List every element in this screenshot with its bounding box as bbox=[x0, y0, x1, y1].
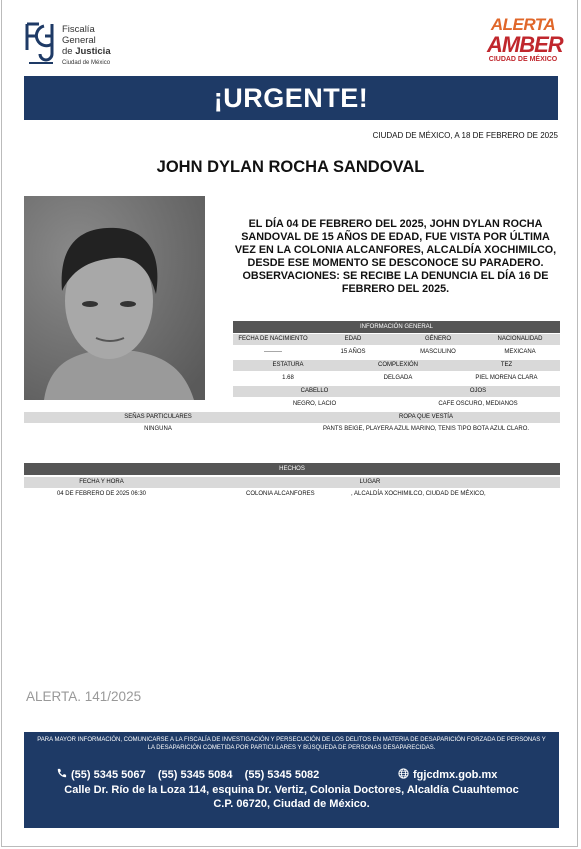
fgj-line-3-prefix: de bbox=[62, 46, 76, 57]
value-marks: NINGUNA bbox=[144, 426, 172, 432]
value-birth: --------- bbox=[264, 349, 282, 355]
amber-line-3: CIUDAD DE MÉXICO bbox=[488, 56, 558, 63]
fgj-line-3-bold: Justicia bbox=[75, 46, 111, 57]
value-gender: MASCULINO bbox=[420, 349, 456, 355]
label-clothes: ROPA QUE VESTÍA bbox=[399, 414, 453, 420]
description: EL DÍA 04 DE FEBRERO DEL 2025, JOHN DYLAN ROCHA SANDOVAL DE 15 AÑOS DE EDAD, FUE VISTA POR ÚLTIMA VEZ EN LA COLONIA ALCANFORES, ALCALDÍA XOCHIMILCO, DESDE ESE MOMENTO SE DESCONOCE SU PARADERO. OBSERVACIONES: SE RECIBE LA DENUNCIA EL DÍA 16 DE FEBRERO DEL 2025. bbox=[234, 218, 557, 295]
info-title-bar: INFORMACIÓN GENERAL bbox=[233, 321, 560, 333]
value-eyes: CAFE OSCURO, MEDIANOS bbox=[438, 401, 518, 407]
fgj-line-4: Ciudad de México bbox=[62, 60, 111, 66]
value-clothes: PANTS BEIGE, PLAYERA AZUL MARINO, TENIS TIPO BOTA AZUL CLARO. bbox=[322, 426, 530, 432]
footer-contact bbox=[24, 732, 559, 828]
address-line-2: C.P. 06720, Ciudad de México. bbox=[213, 798, 370, 810]
label-skin: TEZ bbox=[500, 362, 513, 368]
footer-address bbox=[24, 783, 559, 811]
label-gender: GÉNERO bbox=[424, 336, 451, 342]
urgent-banner: ¡URGENTE! bbox=[24, 76, 558, 120]
phone-icon bbox=[56, 768, 67, 779]
website-link[interactable]: fgjcdmx.gob.mx bbox=[413, 769, 498, 781]
label-place: LUGAR bbox=[359, 479, 381, 485]
value-place-rest: , ALCALDÍA XOCHIMILCO, CIUDAD DE MÉXICO, bbox=[351, 491, 486, 497]
label-height: ESTATURA bbox=[272, 362, 304, 368]
dateline: CIUDAD DE MÉXICO, A 18 DE FEBRERO DE 2025 bbox=[372, 131, 558, 140]
value-datetime: 04 DE FEBRERO DE 2025 06:30 bbox=[56, 491, 147, 497]
footer-website bbox=[398, 768, 497, 781]
value-hair: NEGRO, LACIO bbox=[292, 401, 337, 407]
person-name: JOHN DYLAN ROCHA SANDOVAL bbox=[156, 158, 425, 176]
amber-line-2: AMBER bbox=[487, 32, 563, 57]
footer-notice: PARA MAYOR INFORMACIÓN, COMUNICARSE A LA FISCALÍA DE INVESTIGACIÓN Y PERSECUCIÓN DE LOS DELITOS EN MATERIA DE DESAPARICIÓN FORZADA DE PERSONAS Y LA DESAPARICIÓN COMETIDA POR PARTICULARES Y BÚSQUEDA DE PERSONAS DESAPARECIDAS. bbox=[37, 737, 546, 751]
label-age: EDAD bbox=[344, 336, 362, 342]
label-eyes: OJOS bbox=[469, 388, 487, 394]
value-nationality: MEXICANA bbox=[504, 349, 536, 355]
address-line-1: Calle Dr. Río de la Loza 114, esquina Dr. Vertiz, Colonia Doctores, Alcaldía Cuauhtemoc bbox=[64, 784, 519, 796]
globe-icon bbox=[398, 768, 409, 779]
footer-phones bbox=[56, 768, 319, 781]
fgj-line-1: Fiscalía bbox=[62, 24, 95, 35]
value-age: 15 AÑOS bbox=[340, 349, 366, 355]
label-nationality: NACIONALIDAD bbox=[497, 336, 543, 342]
phone-numbers[interactable]: (55) 5345 5067 (55) 5345 5084 (55) 5345 5082 bbox=[71, 769, 320, 781]
label-build: COMPLEXIÓN bbox=[377, 362, 418, 368]
value-height: 1.68 bbox=[282, 375, 294, 381]
fgj-line-2: General bbox=[62, 35, 96, 46]
value-skin: PIEL MORENA CLARA bbox=[475, 375, 538, 381]
value-place-colonia: COLONIA ALCANFORES bbox=[246, 491, 315, 497]
label-hair: CABELLO bbox=[300, 388, 329, 394]
alert-number: ALERTA. 141/2025 bbox=[26, 689, 142, 704]
label-datetime: FECHA Y HORA bbox=[79, 479, 124, 485]
amber-line-1: ALERTA bbox=[490, 15, 556, 34]
value-build: DELGADA bbox=[383, 375, 413, 381]
label-birth: FECHA DE NACIMIENTO bbox=[238, 336, 308, 342]
label-marks: SEÑAS PARTICULARES bbox=[124, 414, 192, 420]
facts-title-bar: HECHOS bbox=[24, 463, 560, 475]
